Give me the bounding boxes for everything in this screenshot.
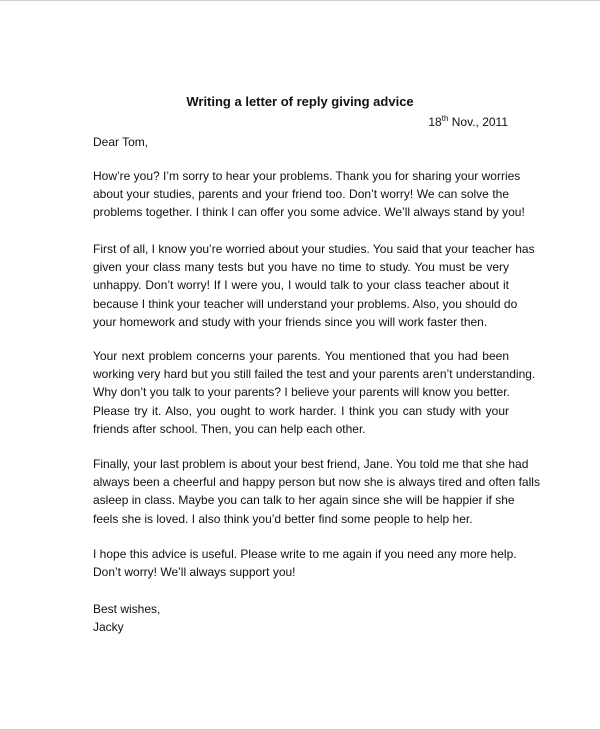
paragraph-2 xyxy=(93,240,535,331)
paragraph-1 xyxy=(93,167,525,222)
greeting: Dear Tom, xyxy=(93,135,149,149)
paragraph-line: feels she is loved. I also think you’d better find some people to help her. xyxy=(93,511,473,526)
letter-date xyxy=(428,115,508,129)
closing: Best wishes, xyxy=(93,602,161,616)
paragraph-line: problems together. I think I can offer you some advice. We’ll always stand by you! xyxy=(93,205,525,220)
paragraph-line: Your next problem concerns your parents. You mentioned that you had been xyxy=(93,349,509,363)
paragraph-5 xyxy=(93,545,517,581)
date-rest: Nov., 2011 xyxy=(448,115,508,129)
paragraph-line: Finally, your last problem is about your best friend, Jane. You told me that she had xyxy=(93,457,529,471)
paragraph-line: working very hard but you still failed the test and your parents aren’t understanding. xyxy=(93,367,536,382)
signature: Jacky xyxy=(93,620,124,634)
paragraph-4 xyxy=(93,455,540,528)
paragraph-line: friends after school. Then, you can help each other. xyxy=(93,421,366,436)
paragraph-line: asleep in class. Maybe you can talk to her again since she will be happier if she xyxy=(93,493,515,508)
paragraph-line: always been a cheerful and happy person but now she is always tired and often falls xyxy=(93,475,540,490)
paragraph-line: your homework and study with your friends since you will work faster then. xyxy=(93,314,488,329)
letter-title: Writing a letter of reply giving advice xyxy=(186,94,414,109)
paragraph-line: Please try it. Also, you ought to work harder. I think you can study with your xyxy=(93,403,509,418)
date-suffix: th xyxy=(441,114,449,123)
paragraph-line: Don’t worry! We’ll always support you! xyxy=(93,565,296,580)
paragraph-line: Why don’t you talk to your parents? I believe your parents will know you better. xyxy=(93,385,510,400)
date-day: 18 xyxy=(428,115,442,129)
paragraph-line: about your studies, parents and your friend too. Don’t worry! We can solve the xyxy=(93,187,509,202)
paragraph-line: How’re you? I’m sorry to hear your problems. Thank you for sharing your worries xyxy=(93,169,521,183)
paragraph-line: given your class many tests but you have no time to study. You must be very xyxy=(93,260,509,275)
paragraph-line: unhappy. Don’t worry! If I were you, I would talk to your class teacher about it xyxy=(93,278,509,293)
page-top-edge xyxy=(0,0,600,1)
paragraph-line: First of all, I know you’re worried about your studies. You said that your teacher has xyxy=(93,242,535,256)
paragraph-3 xyxy=(93,347,536,438)
paragraph-line: I hope this advice is useful. Please write to me again if you need any more help. xyxy=(93,547,517,561)
paragraph-line: because I think your teacher will understand your problems. Also, you should do xyxy=(93,296,518,311)
